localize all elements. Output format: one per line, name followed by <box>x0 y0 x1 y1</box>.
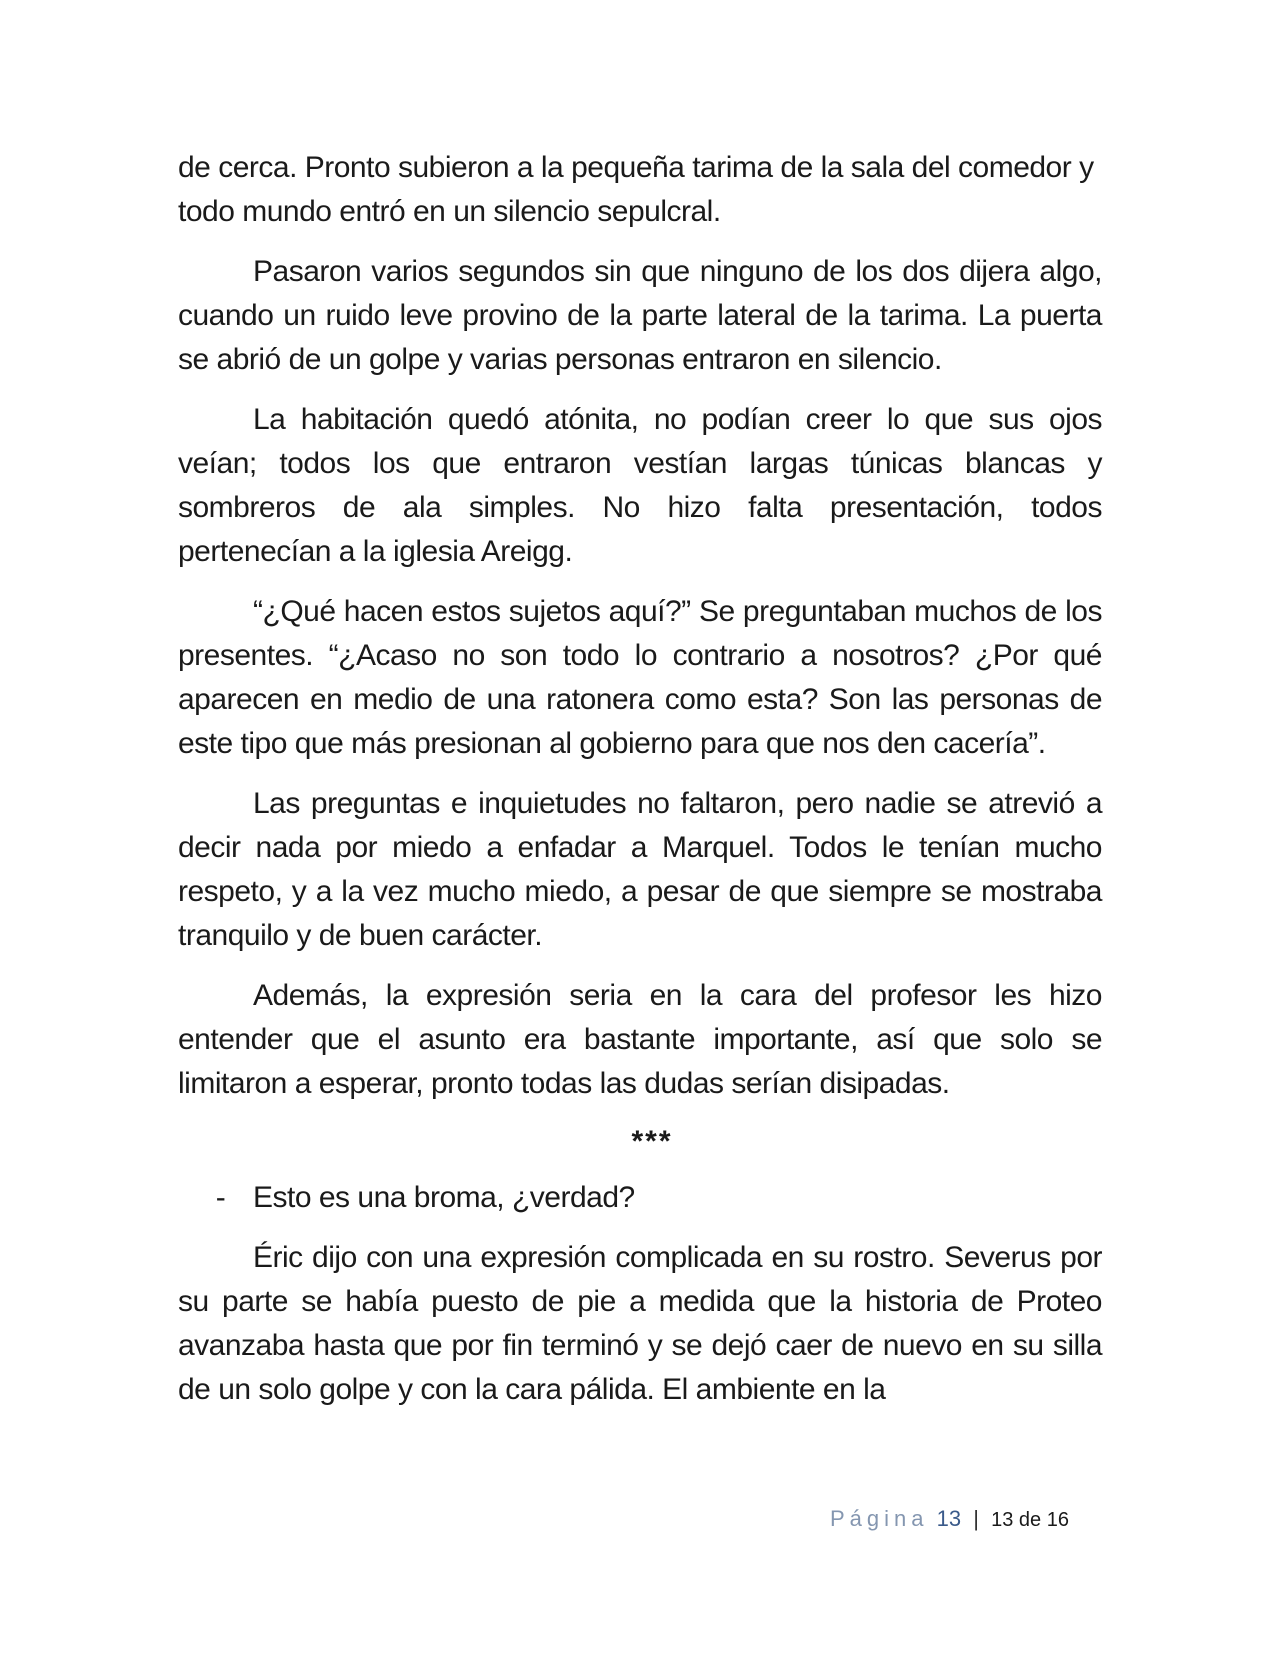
paragraph-5: Las preguntas e inquietudes no faltaron, pero nadie se atrevió a decir nada por miedo a enfadar a Marquel. Todos le tenían mucho respeto, y a la vez mucho miedo, a pesar de que siempre se mostraba tranquilo y de buen carácter. <box>178 787 1102 952</box>
page-number: 13 <box>936 1506 962 1531</box>
paragraph-3: La habitación quedó atónita, no podían creer lo que sus ojos veían; todos los que entraron vestían largas túnicas blancas y sombreros de ala simples. No hizo falta presentación, todos pertenecían a la iglesia Areigg. <box>178 403 1102 568</box>
scene-separator: *** <box>631 1125 673 1158</box>
dialogue-text: Esto es una broma, ¿verdad? <box>253 1181 635 1214</box>
dialogue-dash: - <box>215 1181 226 1214</box>
dialogue-line <box>178 1176 1102 1220</box>
page-total: 13 de 16 <box>991 1509 1069 1531</box>
paragraph-2: Pasaron varios segundos sin que ninguno de los dos dijera algo, cuando un ruido leve provino de la parte lateral de la tarima. La puerta se abrió de un golpe y varias personas entraron en silencio. <box>178 255 1102 376</box>
page-footer <box>830 1504 1069 1535</box>
page-label: Página <box>830 1506 929 1531</box>
document-body <box>178 146 1102 1428</box>
paragraph-closing: Éric dijo con una expresión complicada en su rostro. Severus por su parte se había puesto de pie a medida que la historia de Proteo avanzaba hasta que por fin terminó y se dejó caer de nuevo en su silla de un solo golpe y con la cara pálida. El ambiente en la <box>178 1241 1102 1406</box>
page-separator: | <box>973 1506 979 1531</box>
paragraph-1: de cerca. Pronto subieron a la pequeña tarima de la sala del comedor y todo mundo entró en un silencio sepulcral. <box>178 151 1094 228</box>
paragraph-6: Además, la expresión seria en la cara del profesor les hizo entender que el asunto era bastante importante, así que solo se limitaron a esperar, pronto todas las dudas serían disipadas. <box>178 979 1102 1100</box>
paragraph-4: “¿Qué hacen estos sujetos aquí?” Se preguntaban muchos de los presentes. “¿Acaso no son todo lo contrario a nosotros? ¿Por qué aparecen en medio de una ratonera como esta? Son las personas de este tipo que más presionan al gobierno para que nos den cacería”. <box>178 595 1102 760</box>
